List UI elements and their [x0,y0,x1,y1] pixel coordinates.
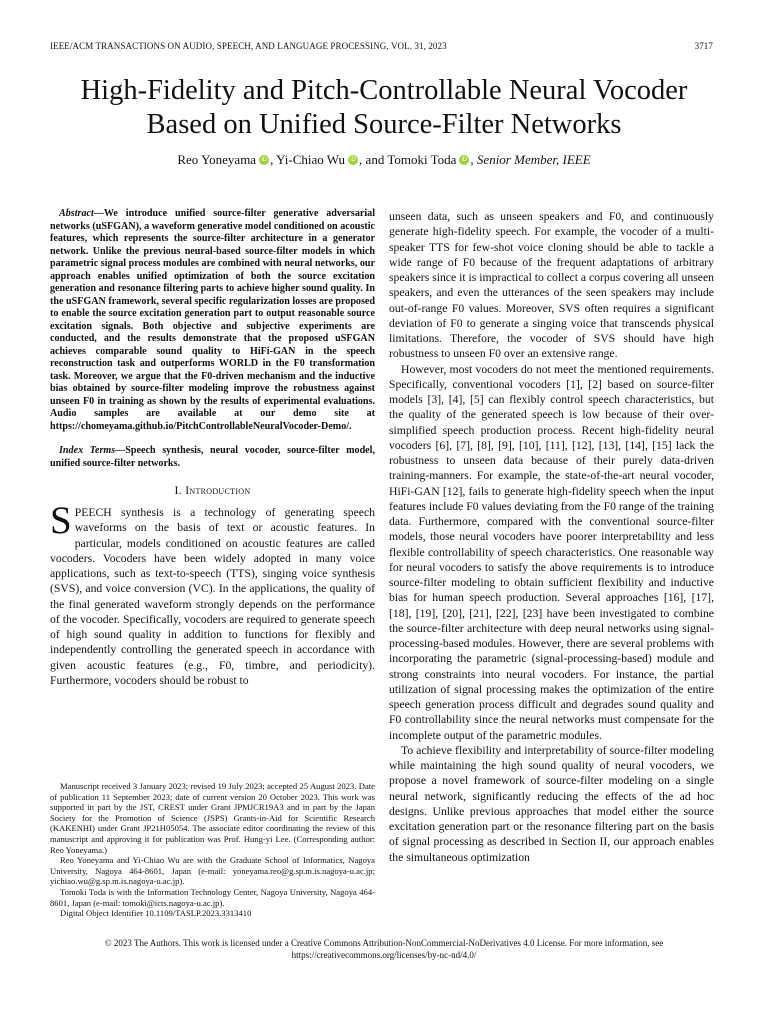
body-paragraph: unseen data, such as unseen speakers and F0, and continuously generate high-fidelity speech. For example, the vocoder of a multi-speaker TTS for few-shot voice cloning should be able to tackle a wide range of F0 because of the frequent adaptations of arbitrary speakers since it is impractical to collect a corpus covering all unseen speakers, and even the utterances of the seen speakers may include out-of-range F0 values. Moreover, SVS often requires a significant deviation of F0 to generate a singing voice that transcends physical limitations. Therefore, the vocoder of SVS should have high robustness to unseen F0 over an extensive range. [389,210,714,361]
index-terms-text: Speech synthesis, neural vocoder, source-filter model, unified source-filter networks. [50,445,375,469]
page-number: 3717 [694,41,713,51]
title-line-1: High-Fidelity and Pitch-Controllable Neural Vocoder [80,75,688,106]
right-column [389,209,714,865]
orcid-icon[interactable]: iD [459,155,469,165]
footnote-manuscript: Manuscript received 3 January 2023; revised 19 July 2023; accepted 25 August 2023. Date of publication 11 September 2023; date of current version 20 October 2023. This work was supported in part by the JST, CREST under Grant JPMJCR19A3 and in part by the Japan Society for the Promotion of Science (JSPS) Grants-in-Aid for Scientific Research (KAKENHI) under Grant JP21H05054. The associate editor coordinating the review of this manuscript and approving it for publication was Prof. Hung-yi Lee. (Corresponding author: Reo Yoneyama.) [50,781,375,855]
index-terms-label: Index Terms— [59,445,126,456]
left-column [50,208,375,688]
body-paragraph: However, most vocoders do not meet the mentioned requirements. Specifically, conventional vocoders [1], [2] based on source-filter models [3], [4], [5] can flexibly control speech characteristics, but the quality of the generated speech is low because of their over-simplified speech production process. Recent high-fidelity neural vocoders [6], [7], [8], [9], [10], [11], [12], [13], [14], [15] lack the robustness to unseen data because of their purely data-driven training-manners. For example, the state-of-the-art neural vocoder, HiFi-GAN [12], fails to generate high-fidelity speech when the input features include F0 values deviating from the F0 range of the training data. Furthermore, compared with the conventional source-filter models, those neural vocoders have poorer interpretability and less flexible controllability of speech characteristics. One reasonable way for neural vocoders to satisfy the above requirements is to introduce source-filter modeling to obtain sufficient flexibility and inductive bias for human speech production. Several approaches [16], [17], [18], [19], [20], [21], [22], [23] have been investigated to combine the source-filter architecture with deep neural networks using signal-processing-based modules. However, there are several problems with incorporating the parametric (signal-processing-based) module and strong constraints into neural vocoders. For instance, the partial utilization of signal processing makes the optimization of the entire speech generation process difficult and degrades sound quality and F0 controllability since the neural networks must compensate for the incomplete output of the parametric modules. [389,362,714,742]
footnote-affiliation-2: Tomoki Toda is with the Information Technology Center, Nagoya University, Nagoya 464-8601, Japan (e-mail: tomoki@icts.nagoya-u.ac.jp). [50,886,375,908]
abstract-label: Abstract— [59,208,104,219]
license-notice [40,937,728,961]
license-link[interactable]: https://creativecommons.org/licenses/by-nc-nd/4.0/ [291,950,477,960]
title-line-2: Based on Unified Source-Filter Networks [146,109,622,140]
author-2: Yi-Chiao Wu [276,152,346,167]
section-title: Introduction [185,484,251,497]
author-3: Tomoki Toda [387,152,457,167]
intro-paragraph [50,499,375,688]
author-1: Reo Yoneyama [177,152,257,167]
body-paragraph: To achieve flexibility and interpretability of source-filter modeling while maintaining the high sound quality of neural vocoders, we propose a novel framework of source-filter modeling on a single neural network, significantly reducing the effects of the ad hoc designs. Unlike previous approaches that model either the source excitation generation part or the resonance filtering part on the basis of signal processing as described in Section II, our approach enables the simultaneous optimization [389,743,714,864]
journal-name: IEEE/ACM TRANSACTIONS ON AUDIO, SPEECH, AND LANGUAGE PROCESSING, VOL. 31, 2023 [50,41,447,51]
orcid-icon[interactable]: iD [348,155,358,165]
intro-text: PEECH synthesis is a technology of generating speech waveforms on the basis of text or acoustic features. In particular, models conditioned on acoustic features are called vocoders. Vocoders have been widely adopted in many voice applications, such as text-to-speech (TTS), singing voice synthesis (SVS), and voice conversion (VC). In the applications, the quality of the final generated waveform strongly depends on the performance of the vocoder. Specifically, vocoders are required to generate speech of high sound quality in addition to functions for flexibly and independently controlling the generated speech in accordance with given acoustic features (e.g., F0, timbre, and periodicity). Furthermore, vocoders should be robust to [50,506,375,687]
footnote-doi: Digital Object Identifier 10.1109/TASLP.2023.3313410 [60,908,252,919]
footnote-affiliation-1: Reo Yoneyama and Yi-Chiao Wu are with the Graduate School of Informatics, Nagoya University, Nagoya 464-8601, Japan (e-mail: yoneyama.reo@g.sp.m.is.nagoya-u.ac.jp; yichiao.wu@g.sp.m.is.nagoya-u.ac.jp). [50,855,375,887]
author-conjunction: , and [359,152,388,167]
author-membership: Senior Member, IEEE [476,152,591,167]
orcid-icon[interactable]: iD [259,155,269,165]
paper-title [0,74,768,142]
license-text: © 2023 The Authors. This work is licensed under a Creative Commons Attribution-NonCommercial-NoDerivatives 4.0 License. For more information, see [104,938,664,948]
section-heading [50,484,375,497]
abstract [50,208,375,433]
section-number: I. [174,484,182,497]
drop-cap: S [50,499,72,542]
footnotes [50,781,375,919]
abstract-text: We introduce unified source-filter generative adversarial networks (uSFGAN), a waveform generative model conditioned on acoustic features, which represents the source-filter architecture in a generator network. Unlike the previous neural-based source-filter models in which parametric signal process modules are combined with neural networks, our approach enables unified optimization of both the source excitation generation and resonance filtering parts to achieve higher sound quality. In the uSFGAN framework, several specific regularization losses are proposed to enable the source excitation generation part to output reasonable source excitation signals. Both objective and subjective experiments are conducted, and the results demonstrate that the proposed uSFGAN achieves comparable sound quality to HiFi-GAN in the speech reconstruction task and outperforms WORLD in the F0 transformation task. Moreover, we argue that the F0-driven mechanism and the inductive bias obtained by source-filter modeling improve the robustness against unseen F0 in training as shown by the results of experimental evaluations. Audio samples are available at our demo site at https://chomeyama.github.io/PitchControllableNeuralVocoder-Demo/. [50,208,375,432]
index-terms [50,445,375,470]
author-list: Reo Yoneyama iD , Yi-Chiao Wu iD , and Tomoki Toda iD , Senior Member, IEEE [177,152,591,167]
running-header [50,41,713,51]
